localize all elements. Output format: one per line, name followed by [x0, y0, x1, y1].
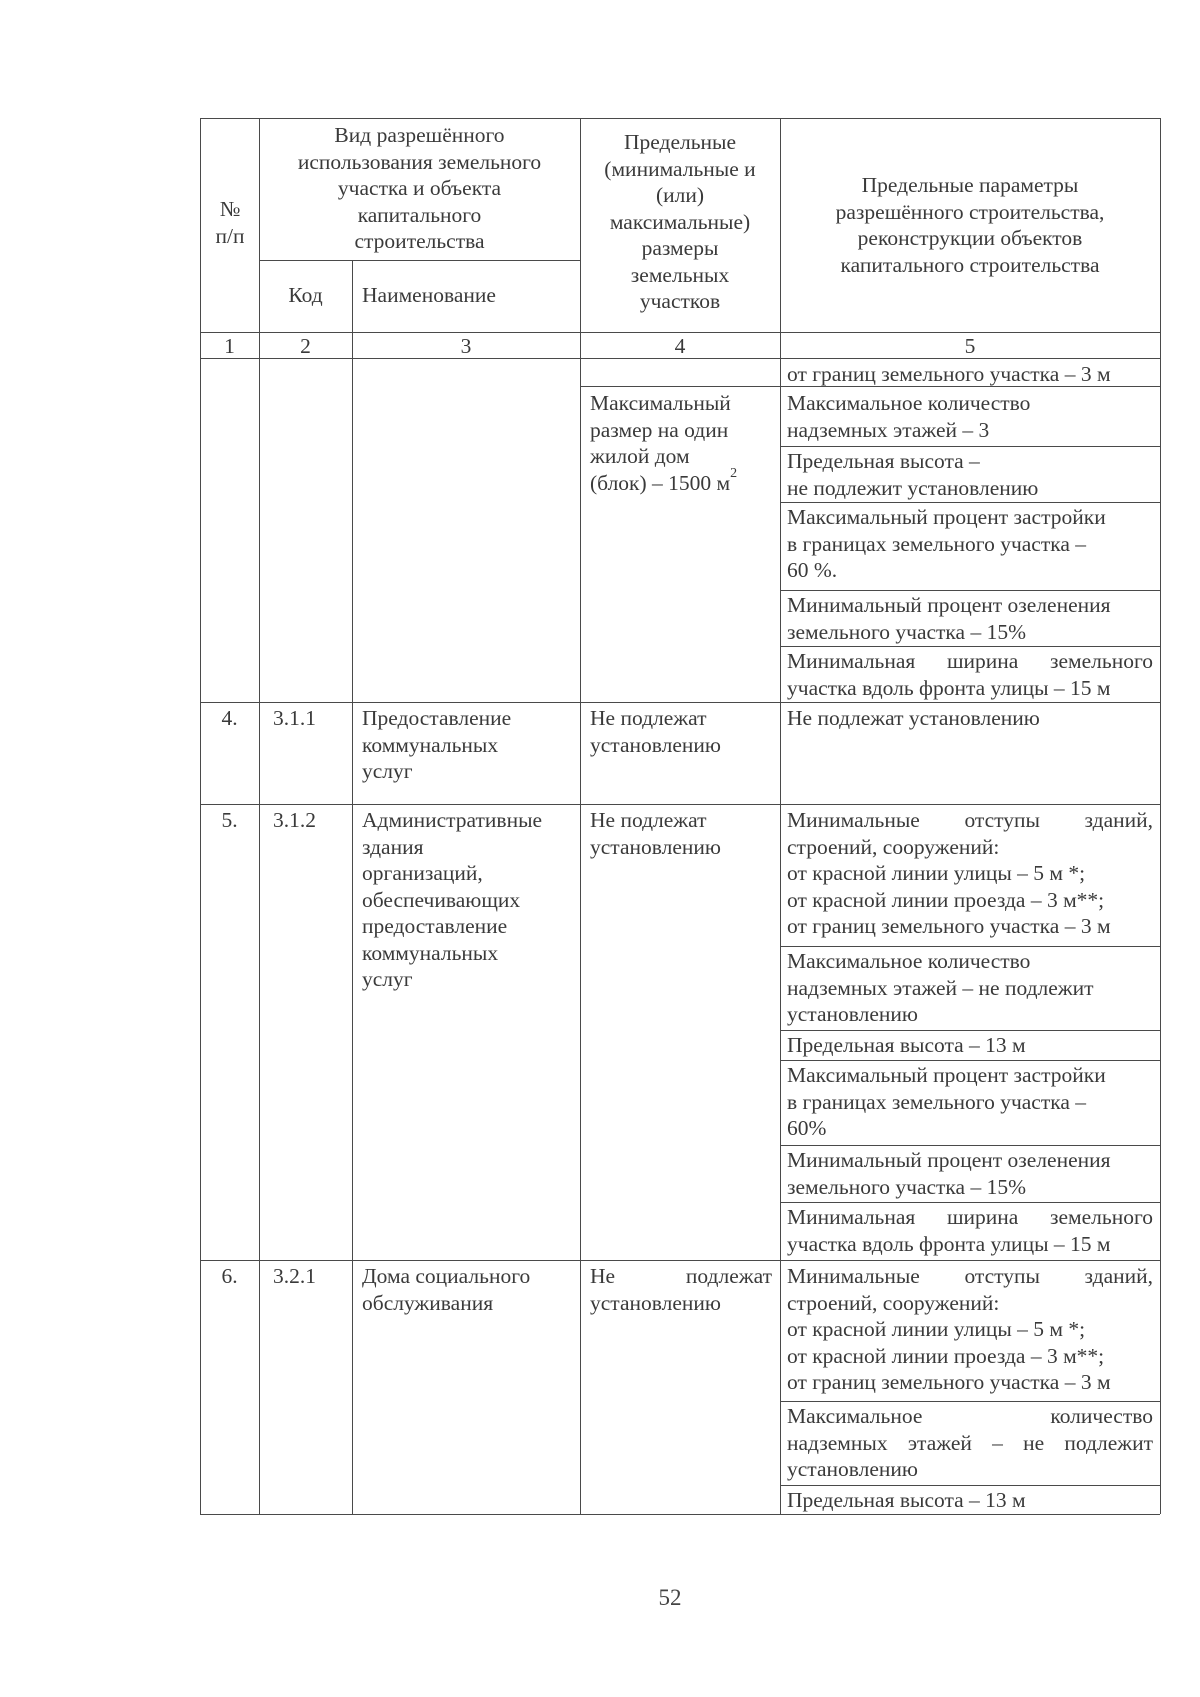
params-text: Минимальный процент озеленения земельного участка – 15% — [787, 1148, 1111, 1199]
row-name: Предоставление коммунальных услуг — [362, 706, 512, 783]
params-text: Минимальная ширина земельного участка вдоль фронта улицы – 15 м — [787, 1205, 1153, 1256]
header-land-use-type: Вид разрешённого использования земельного участка и объекта капитального строительства — [297, 123, 542, 253]
params-text: Максимальный процент застройки в границах земельного участка – 60 %. — [787, 505, 1106, 582]
params-text: Предельная высота – не подлежит установлению — [787, 449, 1039, 500]
row-name: Дома социального обслуживания — [362, 1264, 531, 1315]
column-number: 2 — [300, 334, 311, 358]
row-name: Административные здания организаций, обеспечивающих предоставление коммунальных услуг — [362, 808, 543, 991]
header-plot-sizes: Предельные (минимальные и (или) максимальные) размеры земельных участков — [604, 130, 756, 313]
params-text: Минимальный процент озеленения земельного участка – 15% — [787, 593, 1111, 644]
column-number: 5 — [964, 334, 976, 358]
plot-size-text: Не подлежат установлению — [590, 1264, 772, 1315]
column-number: 1 — [224, 334, 235, 358]
row-code: 3.1.1 — [273, 706, 316, 730]
header-construction-params: Предельные параметры разрешённого строительства, реконструкции объектов капитального строительства — [835, 173, 1105, 277]
params-text: Минимальные отступы зданий, строений, сооружений: от красной линии улицы – 5 м *; от красной линии проезда – 3 м**; от границ земельного участка – 3 м — [787, 1264, 1153, 1394]
params-text: Минимальная ширина земельного участка вдоль фронта улицы – 15 м — [787, 649, 1153, 700]
row-code: 3.2.1 — [273, 1264, 316, 1288]
page-number: 52 — [658, 1585, 682, 1610]
params-text: Максимальное количество надземных этажей – не подлежит установлению — [787, 949, 1094, 1026]
row-number: 4. — [221, 706, 238, 730]
params-text: Максимальное количество надземных этажей – 3 — [787, 391, 1031, 442]
header-name: Наименование — [362, 283, 496, 307]
header-number: № п/п — [215, 197, 245, 248]
plot-size-text: Максимальный размер на один жилой дом (блок) – 1500 $м^2$ — [590, 391, 738, 495]
plot-size-text: Не подлежат установлению — [590, 808, 721, 859]
params-text: Предельная высота – 13 м — [787, 1488, 1026, 1512]
row-code: 3.1.2 — [273, 808, 316, 832]
row-number: 6. — [221, 1264, 238, 1288]
row-number: 5. — [221, 808, 238, 832]
params-text: Предельная высота – 13 м — [787, 1033, 1026, 1057]
column-number: 3 — [460, 334, 472, 358]
params-text: Не подлежат установлению — [787, 706, 1040, 730]
column-number: 4 — [674, 334, 686, 358]
params-text: Максимальный процент застройки в границах земельного участка – 60% — [787, 1063, 1106, 1140]
params-text: от границ земельного участка – 3 м — [787, 362, 1111, 386]
params-text: Максимальное количество надземных этажей – не подлежит установлению — [787, 1404, 1153, 1481]
plot-size-text: Не подлежат установлению — [590, 706, 721, 757]
header-code: Код — [288, 283, 323, 307]
params-text: Минимальные отступы зданий, строений, сооружений: от красной линии улицы – 5 м *; от красной линии проезда – 3 м**; от границ земельного участка – 3 м — [787, 808, 1153, 938]
